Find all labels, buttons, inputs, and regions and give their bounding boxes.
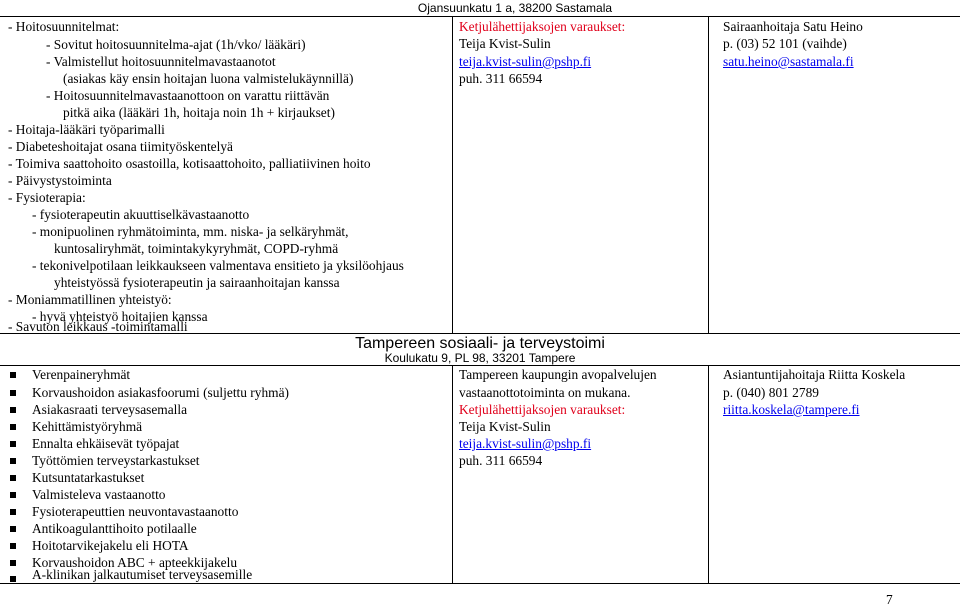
list-item: yhteistyössä fysioterapeutin ja sairaanhoitajan kanssa — [54, 275, 340, 290]
list-item: - tekonivelpotilaan leikkaukseen valmentava ensitieto ja yksilöohjaus — [32, 258, 404, 273]
contact-email-link[interactable]: teija.kvist-sulin@pshp.fi — [459, 436, 592, 451]
list-item: Fysioterapeuttien neuvontavastaanotto — [32, 504, 239, 519]
contact-email-link[interactable]: riitta.koskela@tampere.fi — [723, 402, 860, 417]
col-divider-1-lower — [452, 365, 453, 583]
bottom-border — [0, 583, 960, 584]
contact-name: Teija Kvist-Sulin — [459, 36, 551, 51]
bullet-icon — [10, 372, 16, 378]
col-divider-2 — [708, 16, 709, 333]
contact-name: Asiantuntijahoitaja Riitta Koskela — [723, 367, 906, 382]
list-item: - Moniammatillinen yhteistyö: — [8, 292, 172, 307]
list-item: - Savuton leikkaus -toimintamalli — [8, 319, 188, 334]
bullet-icon — [10, 458, 16, 464]
bullet-icon — [10, 492, 16, 498]
col-divider-1 — [452, 16, 453, 333]
bullet-icon — [10, 424, 16, 430]
bullet-icon — [10, 543, 16, 549]
list-item: - Hoitosuunnitelmavastaanottoon on varattu riittävän — [46, 88, 330, 103]
bullet-icon — [10, 509, 16, 515]
page-number: 7 — [886, 592, 893, 607]
col-divider-2-lower — [708, 365, 709, 583]
contact-phone: puh. 311 66594 — [459, 71, 543, 86]
contact-phone: puh. 311 66594 — [459, 453, 543, 468]
list-item: Valmisteleva vastaanotto — [32, 487, 166, 502]
contact-email-link[interactable]: teija.kvist-sulin@pshp.fi — [459, 54, 592, 69]
contact-phone: p. (03) 52 101 (vaihde) — [723, 36, 847, 51]
list-item: Kehittämistyöryhmä — [32, 419, 143, 434]
reservations-heading: Ketjulähettijaksojen varaukset: — [459, 402, 626, 417]
list-item: - Toimiva saattohoito osastoilla, kotisaattohoito, palliatiivinen hoito — [8, 156, 371, 171]
info-line: Tampereen kaupungin avopalvelujen — [459, 367, 657, 382]
list-item: pitkä aika (lääkäri 1h, hoitaja noin 1h + kirjaukset) — [63, 105, 335, 120]
list-item: - Fysioterapia: — [8, 190, 86, 205]
bullet-icon — [10, 576, 16, 582]
contact-name: Sairaanhoitaja Satu Heino — [723, 19, 863, 34]
bullet-icon — [10, 441, 16, 447]
bullet-icon — [10, 390, 16, 396]
list-item: Korvaushoidon ABC + apteekkijakelu — [32, 555, 238, 570]
contact-name: Teija Kvist-Sulin — [459, 419, 551, 434]
list-item: - Päivystystoiminta — [8, 173, 112, 188]
list-item: Hoitotarvikejakelu eli HOTA — [32, 538, 189, 553]
bullet-icon — [10, 475, 16, 481]
list-item: - Sovitut hoitosuunnitelma-ajat (1h/vko/ lääkäri) — [46, 37, 306, 52]
list-item: Ennalta ehkäisevät työpajat — [32, 436, 180, 451]
list-item: - Hoitosuunnitelmat: — [8, 19, 120, 34]
list-item: (asiakas käy ensin hoitajan luona valmistelukäynnillä) — [63, 71, 354, 86]
list-item: - Valmistellut hoitosuunnitelmavastaanotot — [46, 54, 276, 69]
section-title: Tampereen sosiaali- ja terveystoimi — [355, 335, 605, 352]
contact-phone: p. (040) 801 2789 — [723, 385, 819, 400]
section-address: Koulukatu 9, PL 98, 33201 Tampere — [384, 351, 576, 365]
list-item: - Hoitaja-lääkäri työparimalli — [8, 122, 165, 137]
list-item: Työttömien terveystarkastukset — [32, 453, 200, 468]
list-item: - monipuolinen ryhmätoiminta, mm. niska- ja selkäryhmät, — [32, 224, 349, 239]
contact-email-link[interactable]: satu.heino@sastamala.fi — [723, 54, 854, 69]
top-address: Ojansuunkatu 1 a, 38200 Sastamala — [417, 1, 613, 15]
list-item: - fysioterapeutin akuuttiselkävastaanotto — [32, 207, 250, 222]
bullet-icon — [10, 560, 16, 566]
list-item: A-klinikan jalkautumiset terveysasemille — [32, 567, 253, 582]
list-item: Korvaushoidon asiakasfoorumi (suljettu ryhmä) — [32, 385, 289, 400]
list-item: Asiakasraati terveysasemalla — [32, 402, 188, 417]
list-item: - hyvä yhteistyö hoitajien kanssa — [32, 309, 208, 324]
reservations-heading: Ketjulähettijaksojen varaukset: — [459, 19, 626, 34]
info-line: vastaanottotoiminta on mukana. — [459, 385, 631, 400]
top-border — [0, 16, 960, 17]
bullet-icon — [10, 526, 16, 532]
list-item: Kutsuntatarkastukset — [32, 470, 145, 485]
list-item: Verenpaineryhmät — [32, 367, 131, 382]
list-item: kuntosaliryhmät, toimintakykyryhmät, COPD-ryhmä — [54, 241, 339, 256]
list-item: Antikoagulanttihoito potilaalle — [32, 521, 197, 536]
list-item: - Diabeteshoitajat osana tiimityöskentelyä — [8, 139, 233, 154]
bullet-icon — [10, 407, 16, 413]
